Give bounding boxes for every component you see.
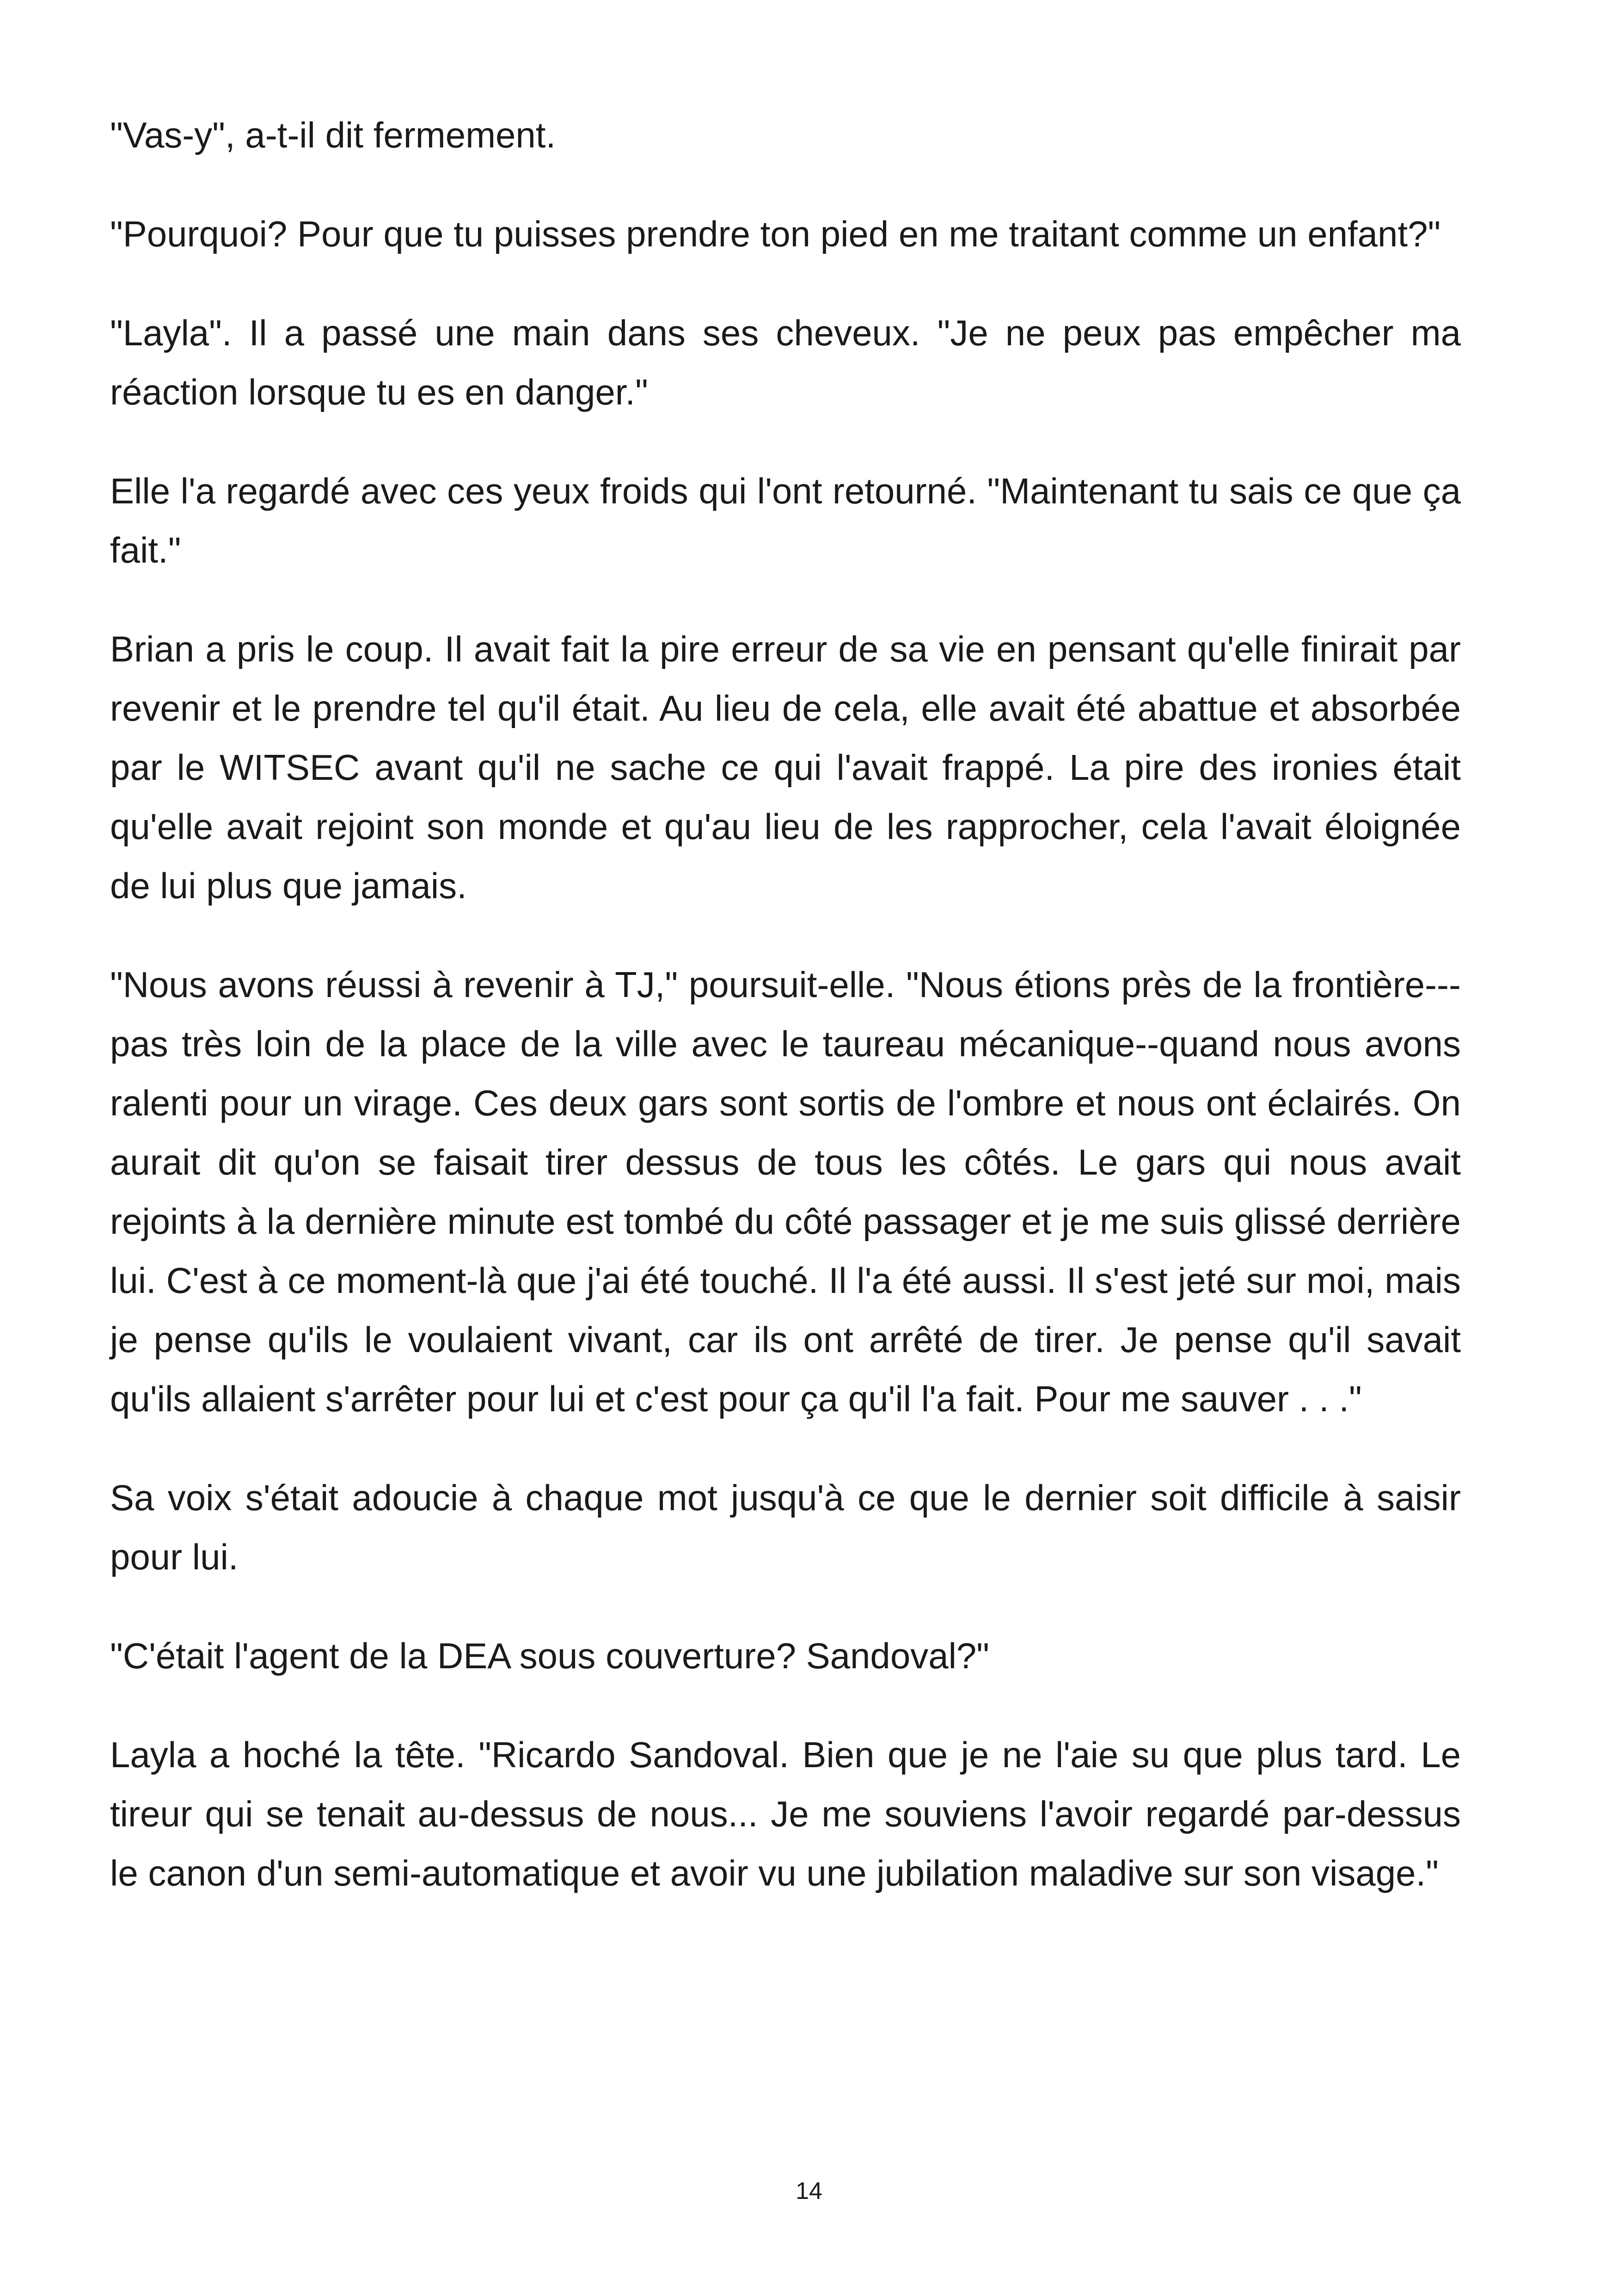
paragraph: "C'était l'agent de la DEA sous couverture? Sandoval?" <box>110 1635 989 1676</box>
paragraph: Elle l'a regardé avec ces yeux froids qui l'ont retourné. "Maintenant tu sais ce que ça fait." <box>110 471 1461 570</box>
paragraph: "Layla". Il a passé une main dans ses cheveux. "Je ne peux pas empêcher ma réaction lorsque tu es en danger." <box>110 312 1461 412</box>
paragraph: "Pourquoi? Pour que tu puisses prendre ton pied en me traitant comme un enfant?" <box>110 214 1441 254</box>
paragraph: "Vas-y", a-t-il dit fermement. <box>110 115 556 155</box>
paragraph: Layla a hoché la tête. "Ricardo Sandoval. Bien que je ne l'aie su que plus tard. Le tireur qui se tenait au-dessus de nous... Je me souviens l'avoir regardé par-dessus le canon d'un semi-automatique et avoir vu une jubilation maladive sur son visage." <box>110 1734 1461 1893</box>
paragraph: Brian a pris le coup. Il avait fait la pire erreur de sa vie en pensant qu'elle finirait par revenir et le prendre tel qu'il était. Au lieu de cela, elle avait été abattue et absorbée par le WITSEC avant qu'il ne sache ce qui l'avait frappé. La pire des ironies était qu'elle avait rejoint son monde et qu'au lieu de les rapprocher, cela l'avait éloignée de lui plus que jamais. <box>110 629 1461 906</box>
paragraph: "Nous avons réussi à revenir à TJ," poursuit-elle. "Nous étions près de la frontière---pas très loin de la place de la ville avec le taureau mécanique--quand nous avons ralenti pour un virage. Ces deux gars sont sortis de l'ombre et nous ont éclairés. On aurait dit qu'on se faisait tirer dessus de tous les côtés. Le gars qui nous avait rejoints à la dernière minute est tombé du côté passager et je me suis glissé derrière lui. C'est à ce moment-là que j'ai été touché. Il l'a été aussi. Il s'est jeté sur moi, mais je pense qu'ils le voulaient vivant, car ils ont arrêté de tirer. Je pense qu'il savait qu'ils allaient s'arrêter pour lui et c'est pour ça qu'il l'a fait. Pour me sauver . . ." <box>110 964 1461 1419</box>
page-number: 14 <box>796 2178 822 2204</box>
paragraph: Sa voix s'était adoucie à chaque mot jusqu'à ce que le dernier soit difficile à saisir pour lui. <box>110 1477 1461 1577</box>
body-text <box>110 105 1461 1942</box>
